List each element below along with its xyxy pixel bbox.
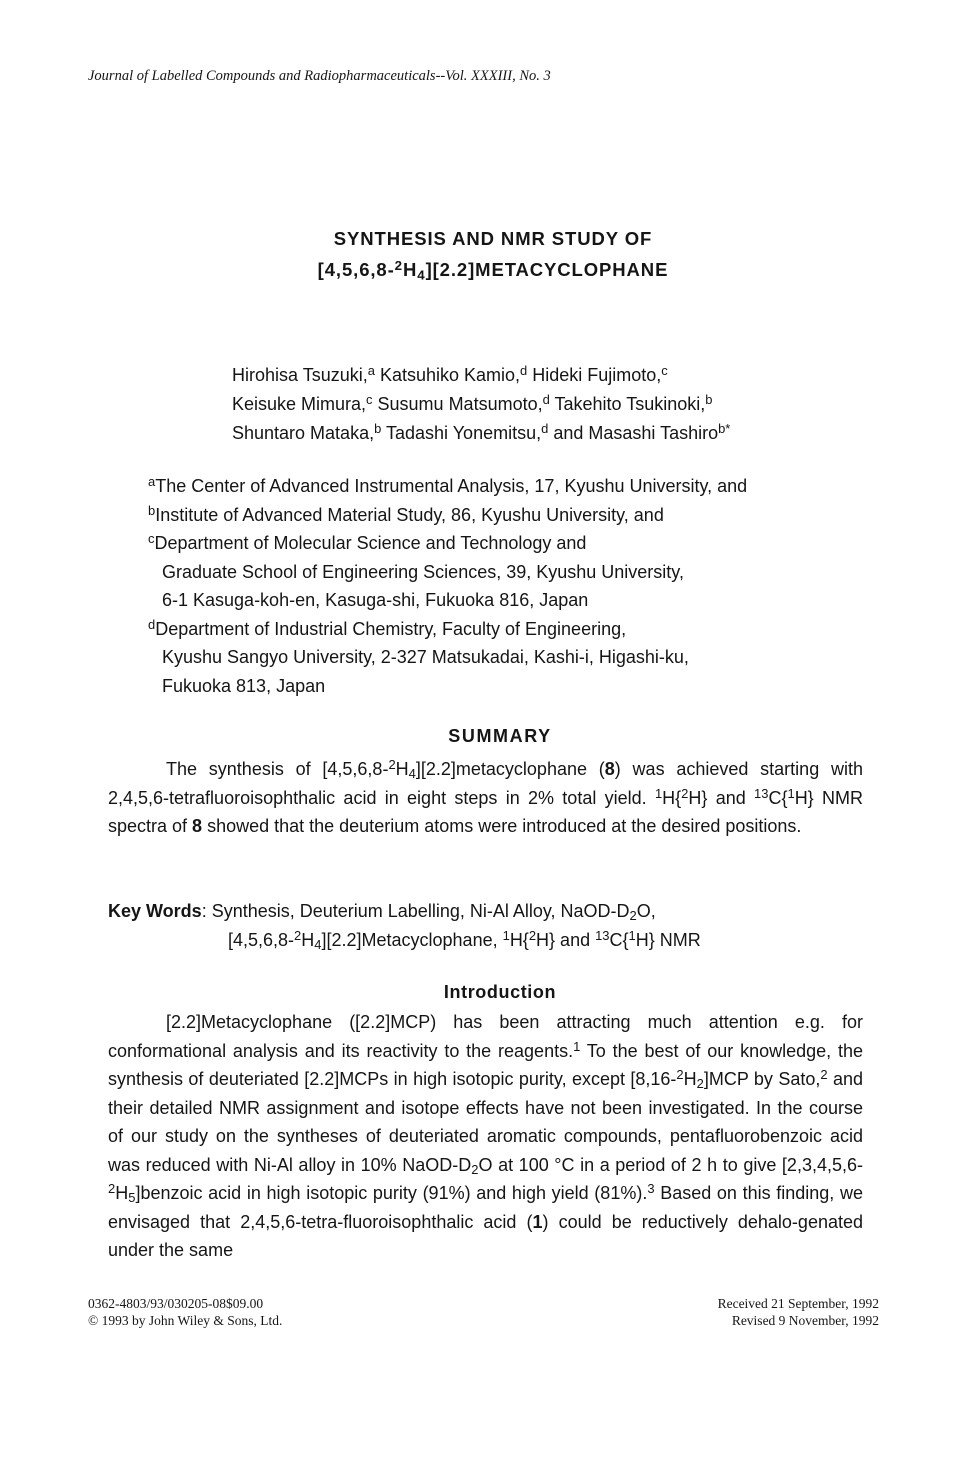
author-list [232, 361, 730, 448]
author-line-3: Shuntaro Mataka,$^b$ Tadashi Yonemitsu,$^d$ and Masashi Tashiro$^{b*}$ [232, 421, 731, 443]
affiliation-d-line-2: Kyushu Sangyo University, 2-327 Matsukadai, Kashi-i, Higashi-ku, [162, 647, 689, 667]
key-words-label: Key Words [108, 901, 202, 921]
received-date: Received 21 September, 1992 [717, 1296, 879, 1311]
footer-right [600, 1296, 879, 1329]
summary-text: The synthesis of $[4,5,6,8-^2H_4][2.2]metacyclophane$ (8) was achieved starting with 2,4,5,6-tetrafluoroisophthalic acid in eight steps in 2% total yield. $^1$H{$^2$H} and $^{13}$C{$^1$H} NMR spectra of 8 showed that the deuterium atoms were introduced at the desired positions. [108, 757, 863, 836]
footer-left [88, 1296, 282, 1329]
introduction-text: [2.2]Metacyclophane ([2.2]MCP) has been attracting much attention e.g. for conformational analysis and its reactivity to the reagents.$^1$ To the best of our knowledge, the synthesis of deuteriated [2.2]MCPs in high isotopic purity, except $[8,16-^2H_2]MCP$ by Sato,$^2$ and their detailed NMR assignment and isotope effects have not been investigated. In the course of our study on the syntheses of deuteriated aromatic compounds, pentafluorobenzoic acid was reduced with Ni-Al alloy in 10% NaOD-$D_2O$ at 100 °C in a period of 2 h to give $[2,3,4,5,6-^2H_5]benzoic$ acid in high isotopic purity (91%) and high yield (81%).$^3$ Based on this finding, we envisaged that 2,4,5,6-tetra-fluoroisophthalic acid (1) could be reductively dehalo-genated under the same [108, 1012, 863, 1260]
summary-heading: SUMMARY [448, 726, 552, 746]
key-words [108, 897, 701, 954]
paper-title [200, 223, 786, 285]
introduction-heading: Introduction [443, 982, 557, 1002]
title-line-2: $[4,5,6,8-^2H_4][2.2]METACYCLOPHANE$ [317, 258, 669, 283]
author-line-1: Hirohisa Tsuzuki,$^a$ Katsuhiko Kamio,$^d$ Hideki Fujimoto,$^c$ [232, 363, 668, 385]
title-line-1: SYNTHESIS AND NMR STUDY OF [333, 228, 653, 249]
author-line-2: Keisuke Mimura,$^c$ Susumu Matsumoto,$^d$ Takehito Tsukinoki,$^b$ [232, 392, 713, 414]
revised-date: Revised 9 November, 1992 [731, 1312, 879, 1328]
copyright-line: © 1993 by John Wiley & Sons, Ltd. [88, 1312, 283, 1328]
affiliation-c-line-2: Graduate School of Engineering Sciences, 39, Kyushu University, [162, 561, 684, 582]
affiliation-d: $^d$Department of Industrial Chemistry, Faculty of Engineering, [148, 616, 627, 639]
journal-header: Journal of Labelled Compounds and Radiopharmaceuticals--Vol. XXXIII, No. 3 [88, 68, 551, 84]
issn-code: 0362-4803/93/030205-08$09.00 [88, 1296, 264, 1311]
affiliation-c-line-3: 6-1 Kasuga-koh-en, Kasuga-shi, Fukuoka 816, Japan [162, 590, 589, 610]
key-words-line-2: $[4,5,6,8-^2H_4][2.2]Metacyclophane$, $^1$H{$^2$H} and $^{13}$C{$^1$H} NMR [228, 927, 701, 952]
affiliation-c: $^c$Department of Molecular Science and Technology and [148, 531, 587, 553]
affiliation-d-line-3: Fukuoka 813, Japan [162, 675, 326, 696]
affiliation-b: $^b$Institute of Advanced Material Study, 86, Kyushu University, and [148, 502, 664, 525]
key-words-line-1: Key Words: Synthesis, Deuterium Labelling, Ni-Al Alloy, NaOD-$D_2O$, [108, 901, 656, 924]
affiliation-a: $^a$The Center of Advanced Instrumental Analysis, 17, Kyushu University, and [148, 474, 748, 496]
affiliations [148, 472, 747, 700]
